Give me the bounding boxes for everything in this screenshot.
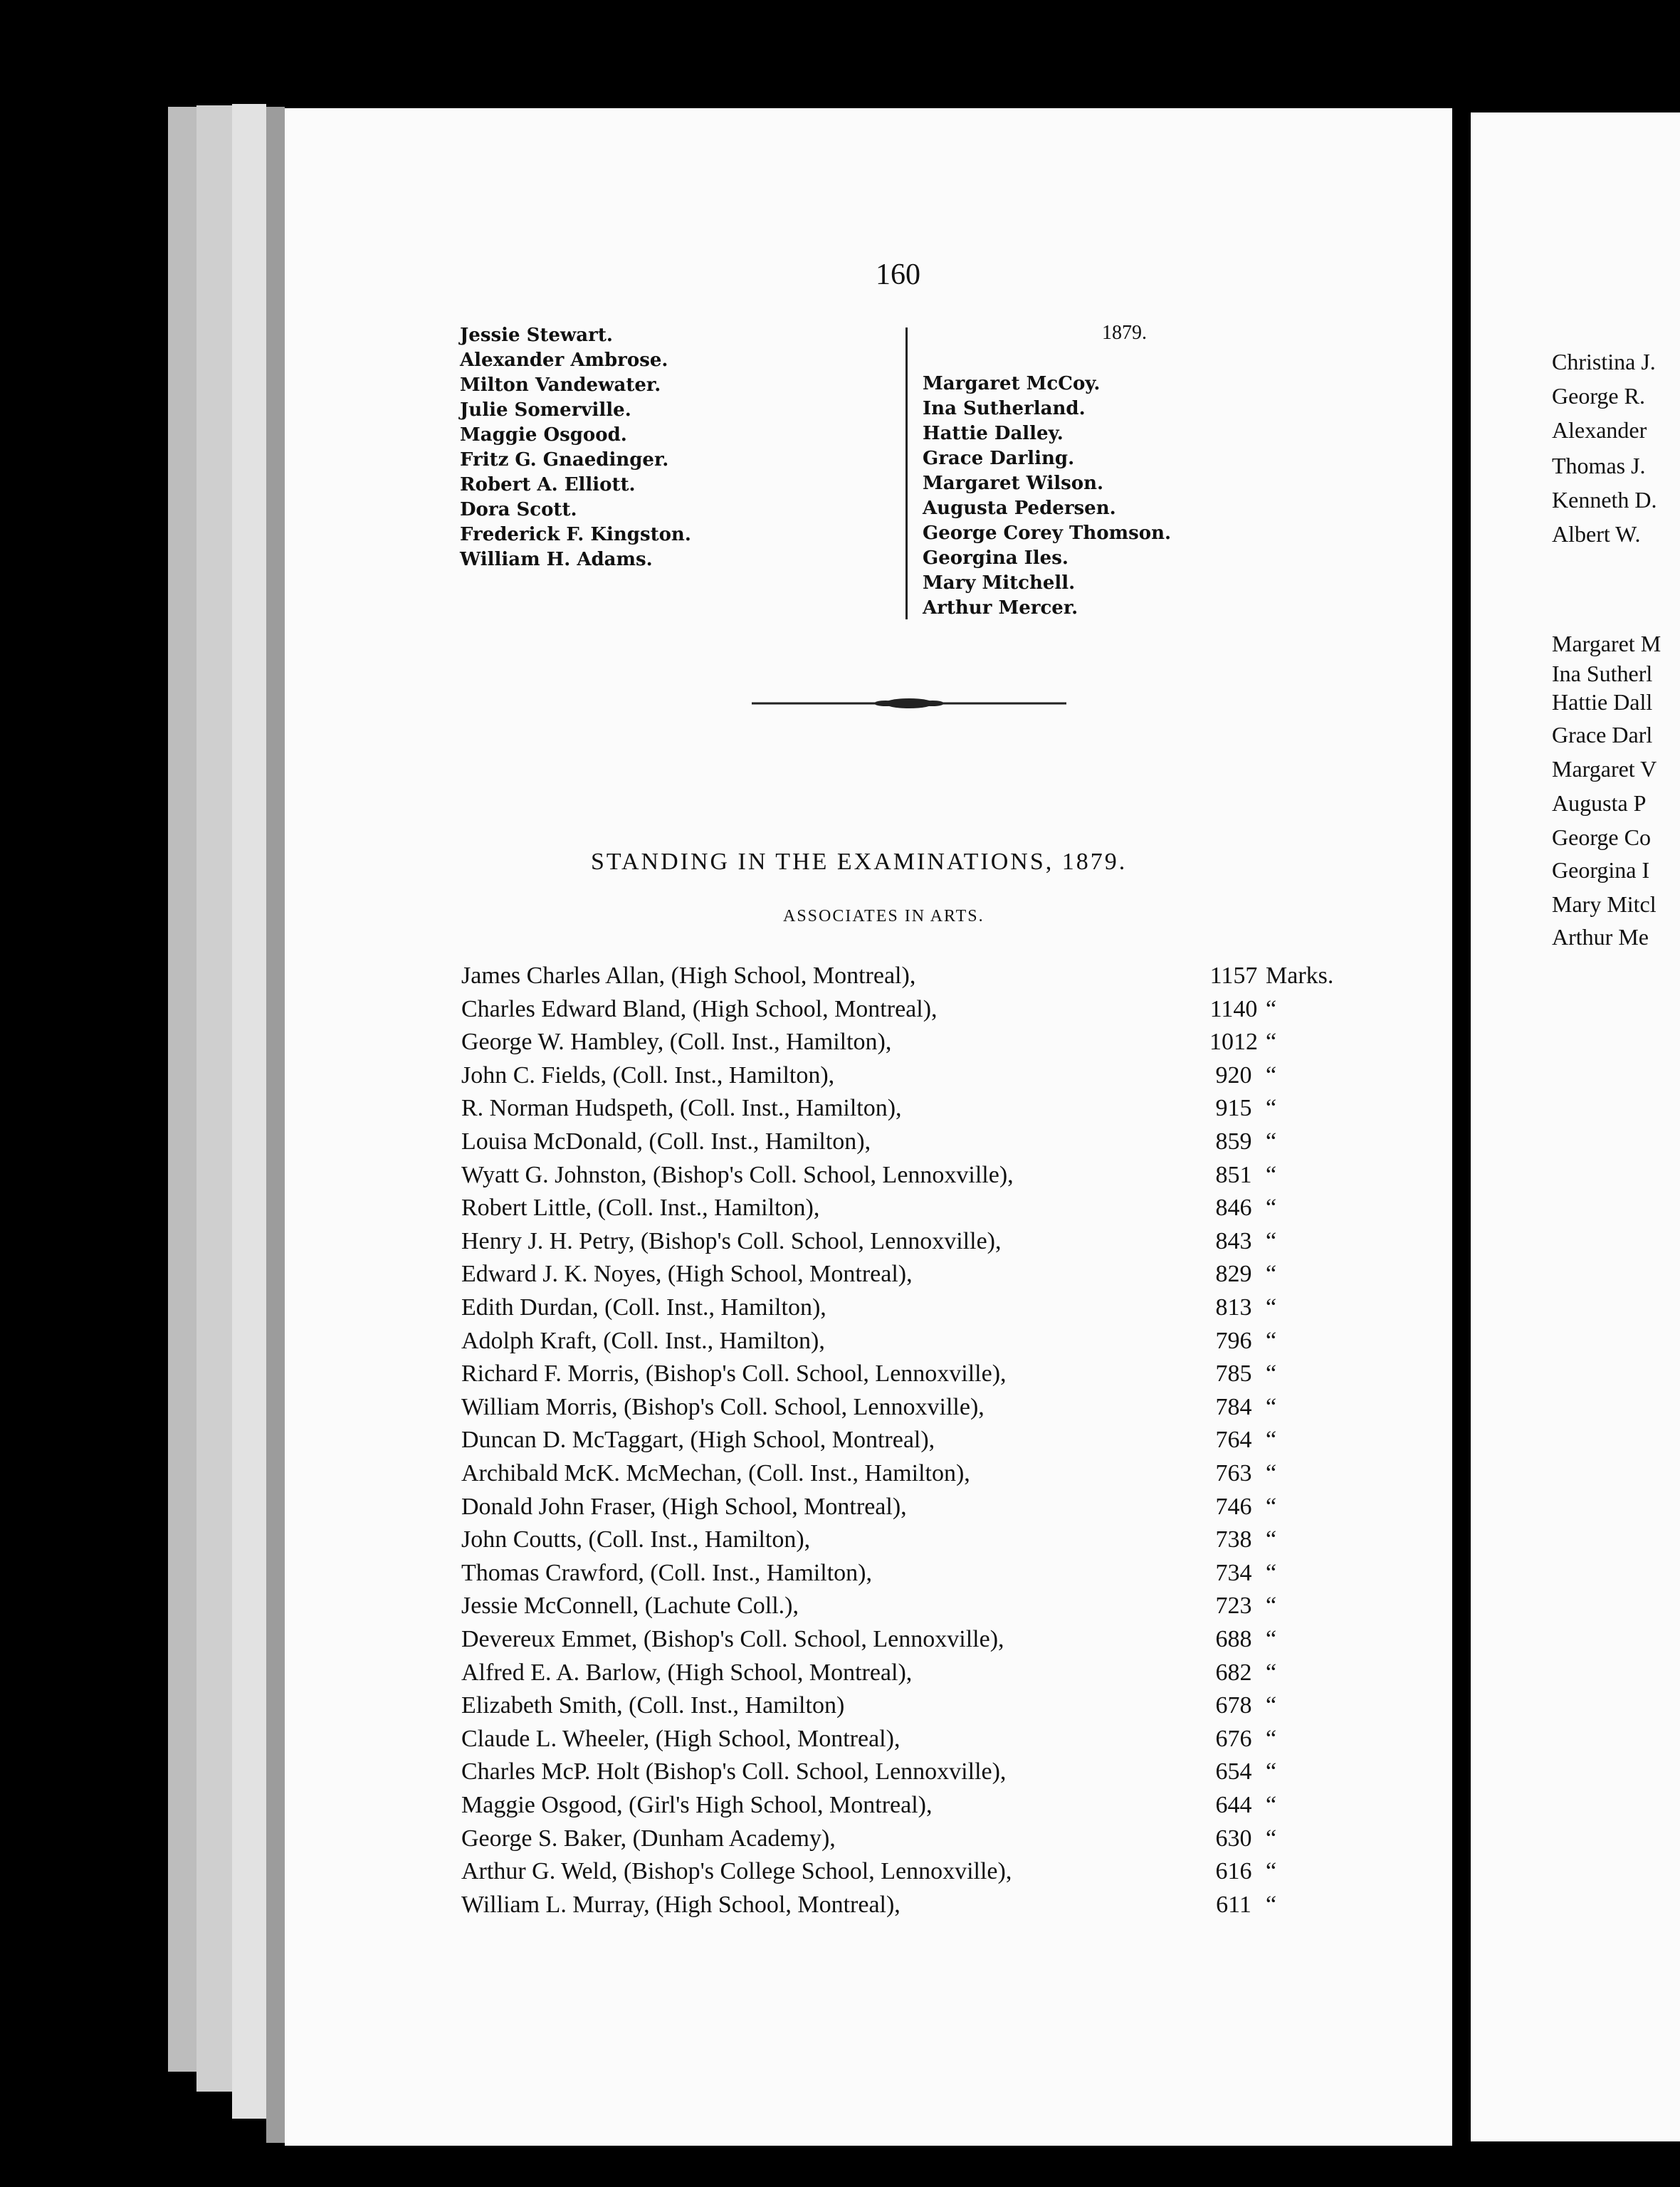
name-entry: Margaret Wilson. (923, 473, 1104, 494)
student-name: Louisa McDonald, (Coll. Inst., Hamilton), (461, 1128, 871, 1155)
student-name: James Charles Allan, (High School, Montreal), (461, 963, 916, 989)
section-subheading: ASSOCIATES IN ARTS. (783, 907, 985, 925)
student-name: Charles McP. Holt (Bishop's Coll. School, Lennoxville), (461, 1758, 1007, 1785)
standing-row (461, 1128, 1344, 1161)
marks-value: 688 (1215, 1626, 1252, 1652)
standing-row (461, 1029, 1344, 1061)
ornament-divider (752, 689, 1066, 718)
standing-row (461, 1726, 1344, 1758)
student-name: Edward J. K. Noyes, (High School, Montreal), (461, 1261, 913, 1288)
standing-row (461, 1825, 1344, 1858)
marks-value: 654 (1215, 1758, 1252, 1785)
name-entry: Mary Mitchell. (923, 572, 1076, 594)
student-name: Archibald McK. McMechan, (Coll. Inst., Hamilton), (461, 1460, 970, 1486)
standing-row (461, 1294, 1344, 1327)
facing-page-line: George R. (1552, 383, 1645, 409)
student-name: George W. Hambley, (Coll. Inst., Hamilton), (461, 1029, 892, 1056)
facing-page-line: Ina Sutherl (1552, 661, 1653, 686)
marks-value: 764 (1215, 1427, 1252, 1454)
marks-value: 738 (1215, 1526, 1252, 1553)
standing-row (461, 1228, 1344, 1261)
marks-unit: “ (1266, 1360, 1277, 1388)
facing-page-line: Kenneth D. (1552, 487, 1657, 513)
marks-value: 859 (1215, 1128, 1252, 1155)
marks-value: 813 (1215, 1294, 1252, 1321)
marks-value: 611 (1216, 1891, 1251, 1918)
marks-unit: “ (1266, 1261, 1277, 1288)
name-entry: William H. Adams. (460, 549, 653, 570)
student-name: Devereux Emmet, (Bishop's Coll. School, Lennoxville), (461, 1626, 1004, 1652)
student-name: John C. Fields, (Coll. Inst., Hamilton), (461, 1061, 835, 1089)
standing-row (461, 1626, 1344, 1659)
student-name: Jessie McConnell, (Lachute Coll.), (461, 1593, 799, 1620)
student-name: Thomas Crawford, (Coll. Inst., Hamilton), (461, 1559, 872, 1586)
student-name: Richard F. Morris, (Bishop's Coll. School, Lennoxville), (461, 1360, 1007, 1388)
marks-value: 1157 (1209, 963, 1258, 989)
marks-unit: “ (1266, 1128, 1277, 1155)
marks-value: 796 (1215, 1327, 1252, 1354)
student-name: Donald John Fraser, (High School, Montreal), (461, 1493, 907, 1520)
standing-row (461, 1659, 1344, 1692)
marks-value: 616 (1215, 1858, 1252, 1885)
page-edge (168, 107, 196, 2072)
marks-unit: “ (1266, 1526, 1277, 1553)
marks-unit: “ (1266, 1559, 1277, 1586)
marks-value: 630 (1215, 1825, 1252, 1852)
marks-unit: “ (1266, 1393, 1277, 1420)
marks-unit: “ (1266, 1327, 1277, 1354)
facing-page-line: Margaret V (1552, 756, 1657, 782)
facing-page-line: Arthur Me (1552, 924, 1649, 950)
page-edge (196, 105, 232, 2092)
student-name: William L. Murray, (High School, Montreal), (461, 1891, 901, 1918)
marks-unit: “ (1266, 1161, 1277, 1188)
marks-unit: “ (1266, 1891, 1277, 1918)
standing-row (461, 1162, 1344, 1195)
marks-unit: “ (1266, 1593, 1277, 1620)
marks-unit: “ (1266, 1095, 1277, 1122)
marks-unit: “ (1266, 1029, 1277, 1056)
student-name: Charles Edward Bland, (High School, Montreal), (461, 995, 938, 1022)
name-entry: Hattie Dalley. (923, 423, 1064, 444)
year-label: 1879. (1102, 322, 1147, 344)
standing-row (461, 1360, 1344, 1393)
marks-unit: “ (1266, 1294, 1277, 1321)
marks-unit: “ (1266, 1061, 1277, 1089)
standing-row (461, 996, 1344, 1029)
marks-value: 644 (1215, 1792, 1252, 1818)
marks-unit: “ (1266, 1725, 1277, 1752)
name-entry: Jessie Stewart. (460, 325, 613, 346)
name-entry: George Corey Thomson. (923, 523, 1172, 544)
marks-value: 829 (1215, 1261, 1252, 1288)
standing-row (461, 1593, 1344, 1625)
name-list-right (923, 372, 1171, 621)
standing-row (461, 1560, 1344, 1593)
name-entry: Frederick F. Kingston. (460, 524, 691, 545)
student-name: Claude L. Wheeler, (High School, Montreal), (461, 1725, 901, 1752)
book-page (285, 108, 1452, 2146)
student-name: Duncan D. McTaggart, (High School, Montreal), (461, 1427, 935, 1454)
marks-value: 676 (1215, 1725, 1252, 1752)
name-entry: Fritz G. Gnaedinger. (460, 449, 669, 471)
student-name: William Morris, (Bishop's Coll. School, Lennoxville), (461, 1393, 985, 1420)
standing-row (461, 1460, 1344, 1493)
marks-value: 843 (1215, 1227, 1252, 1254)
standing-row (461, 1792, 1344, 1825)
student-name: Wyatt G. Johnston, (Bishop's Coll. School, Lennoxville), (461, 1161, 1014, 1188)
marks-value: 851 (1215, 1161, 1252, 1188)
facing-page-line: Georgina I (1552, 857, 1650, 883)
marks-unit: “ (1266, 1460, 1277, 1486)
marks-unit: “ (1266, 1227, 1277, 1254)
standing-row (461, 1261, 1344, 1294)
student-name: R. Norman Hudspeth, (Coll. Inst., Hamilton), (461, 1095, 902, 1122)
marks-unit: “ (1266, 1758, 1277, 1785)
standing-row (461, 1427, 1344, 1459)
facing-page-line: Albert W. (1552, 521, 1641, 547)
standing-row (461, 1494, 1344, 1526)
marks-unit: “ (1266, 1692, 1277, 1719)
name-entry: Georgina Iles. (923, 547, 1069, 569)
student-name: Alfred E. A. Barlow, (High School, Montreal), (461, 1659, 913, 1686)
marks-value: 734 (1215, 1559, 1252, 1586)
standing-row (461, 1892, 1344, 1924)
marks-value: 915 (1215, 1095, 1252, 1122)
name-entry: Augusta Pedersen. (923, 498, 1116, 519)
page-edge (266, 107, 285, 2143)
name-entry: Margaret McCoy. (923, 373, 1101, 394)
marks-unit: “ (1266, 1792, 1277, 1818)
name-entry: Julie Somerville. (460, 399, 631, 421)
name-entry: Dora Scott. (460, 499, 577, 520)
marks-unit: “ (1266, 1626, 1277, 1652)
page-edge (232, 104, 266, 2119)
facing-page-line: George Co (1552, 824, 1651, 850)
marks-value: 746 (1215, 1493, 1252, 1520)
student-name: Arthur G. Weld, (Bishop's College School, Lennoxville), (461, 1858, 1012, 1885)
standing-row (461, 1394, 1344, 1427)
marks-value: 763 (1215, 1460, 1252, 1486)
standing-row (461, 1526, 1344, 1559)
name-entry: Arthur Mercer. (923, 597, 1078, 619)
standing-row (461, 1195, 1344, 1227)
marks-unit: “ (1266, 1427, 1277, 1454)
facing-page-line: Thomas J. (1552, 453, 1646, 478)
standing-row (461, 1095, 1344, 1128)
marks-value: 846 (1215, 1195, 1252, 1222)
facing-page-line: Grace Darl (1552, 722, 1653, 748)
marks-value: 678 (1215, 1692, 1252, 1719)
facing-page-line: Alexander (1552, 417, 1647, 443)
facing-page-line: Mary Mitcl (1552, 891, 1657, 917)
facing-page-line: Hattie Dall (1552, 689, 1653, 715)
name-entry: Grace Darling. (923, 448, 1075, 469)
marks-unit: “ (1266, 1858, 1277, 1885)
marks-value: 1140 (1209, 995, 1258, 1022)
marks-value: 682 (1215, 1659, 1252, 1686)
student-name: Elizabeth Smith, (Coll. Inst., Hamilton) (461, 1692, 845, 1719)
name-entry: Robert A. Elliott. (460, 474, 636, 495)
facing-page-line: Margaret M (1552, 631, 1661, 656)
section-heading: STANDING IN THE EXAMINATIONS, 1879. (591, 849, 1128, 875)
marks-value: 723 (1215, 1593, 1252, 1620)
facing-page-line: Christina J. (1552, 349, 1656, 374)
marks-unit: “ (1266, 1195, 1277, 1222)
marks-value: 920 (1215, 1061, 1252, 1089)
name-entry: Milton Vandewater. (460, 374, 661, 396)
standing-row (461, 1858, 1344, 1891)
student-name: George S. Baker, (Dunham Academy), (461, 1825, 836, 1852)
name-entry: Alexander Ambrose. (460, 350, 668, 371)
name-list-left (460, 323, 691, 572)
facing-page (1471, 112, 1680, 2141)
student-name: Edith Durdan, (Coll. Inst., Hamilton), (461, 1294, 826, 1321)
standing-row (461, 1328, 1344, 1360)
standing-row (461, 1692, 1344, 1725)
facing-page-line: Augusta P (1552, 790, 1647, 816)
student-name: Robert Little, (Coll. Inst., Hamilton), (461, 1195, 820, 1222)
standing-row (461, 1062, 1344, 1095)
marks-unit: “ (1266, 1493, 1277, 1520)
student-name: Adolph Kraft, (Coll. Inst., Hamilton), (461, 1327, 825, 1354)
student-name: Maggie Osgood, (Girl's High School, Montreal), (461, 1792, 933, 1818)
marks-value: 784 (1215, 1393, 1252, 1420)
name-entry: Maggie Osgood. (460, 424, 627, 446)
column-divider (905, 327, 908, 619)
student-name: Henry J. H. Petry, (Bishop's Coll. School, Lennoxville), (461, 1227, 1002, 1254)
page-number: 160 (876, 258, 920, 291)
marks-value: 1012 (1209, 1029, 1258, 1056)
standing-row (461, 1758, 1344, 1791)
marks-unit: “ (1266, 1825, 1277, 1852)
marks-unit: Marks. (1266, 963, 1334, 989)
student-name: John Coutts, (Coll. Inst., Hamilton), (461, 1526, 811, 1553)
standing-row (461, 963, 1344, 995)
marks-unit: “ (1266, 1659, 1277, 1686)
marks-unit: “ (1266, 995, 1277, 1022)
name-entry: Ina Sutherland. (923, 398, 1086, 419)
marks-value: 785 (1215, 1360, 1252, 1388)
